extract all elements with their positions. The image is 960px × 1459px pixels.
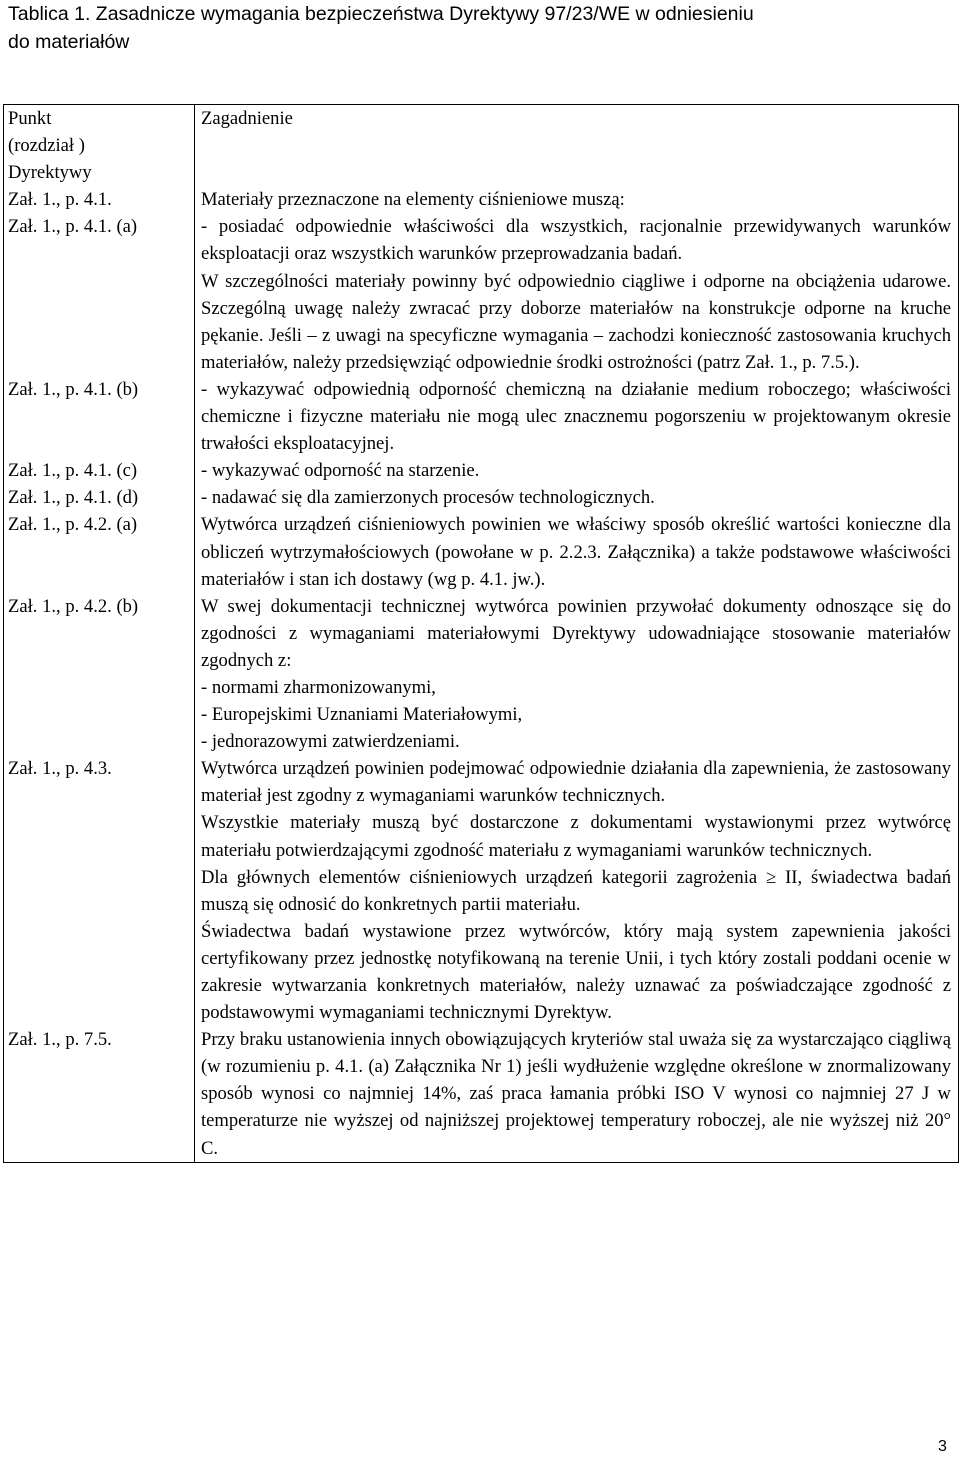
point-reference: Zał. 1., p. 4.2. (a) — [8, 514, 138, 536]
list-item: - jednorazowymi zatwierdzeniami. — [201, 731, 460, 753]
table-row — [4, 484, 959, 511]
point-cell — [4, 484, 195, 511]
topic-paragraph: - wykazywać odpowiednią odporność chemiczną na działanie medium roboczego; właściwości chemiczne i fizyczne materiału nie mogą ulec znacznemu pogorszeniu w projektowanym okresie trwałości eksploatacyjnej. — [201, 378, 951, 455]
table-header-row — [4, 105, 959, 187]
list-item: - normami zharmonizowanymi, — [201, 676, 436, 698]
table-row — [4, 1026, 959, 1162]
point-reference: Zał. 1., p. 4.1. (a) — [8, 216, 138, 238]
topic-cell — [195, 376, 959, 457]
header-point-cell — [4, 105, 195, 187]
topic-paragraph: - wykazywać odporność na starzenie. — [201, 460, 480, 482]
topic-cell — [195, 484, 959, 511]
point-reference: Zał. 1., p. 4.1. (d) — [8, 487, 139, 509]
topic-paragraph: Materiały przeznaczone na elementy ciśnieniowe muszą: — [201, 189, 625, 211]
topic-paragraph: Wytwórca urządzeń powinien podejmować odpowiednie działania dla zapewnienia, że zastosowany materiał jest zgodny z wymaganiami warunków technicznych. — [201, 758, 951, 807]
topic-cell — [195, 593, 959, 756]
point-cell — [4, 593, 195, 756]
header-topic-label: Zagadnienie — [201, 108, 293, 129]
topic-paragraph: W szczególności materiały powinny być odpowiednio ciągliwe i odporne na obciążenia udarowe. Szczególną uwagę należy zwracać przy doborze materiałów na konstrukcje odporne na kruche pękanie. Jeśli – z uwagi na specyficzne wymagania – zachodzi konieczność zastosowania kruchych materiałów, należy przedsięwziąć odpowiednie środki ostrożności (patrz Zał. 1., p. 7.5.). — [201, 270, 951, 373]
topic-paragraph: - nadawać się dla zamierzonych procesów technologicznych. — [201, 487, 655, 509]
header-topic-cell — [195, 105, 959, 187]
point-reference: Zał. 1., p. 4.1. (b) — [8, 378, 139, 400]
topic-paragraph: Przy braku ustanowienia innych obowiązujących kryteriów stal uważa się za wystarczająco ciągliwą (w rozumieniu p. 4.1. (a) Załącznika Nr 1) jeśli wydłużenie względne określone w znormalizowany sposób wynosi co najmniej 14%, zaś praca łamania próbki ISO V wynosi co najmniej 27 J w temperaturze nie wyższej od najniższej projektowej temperatury roboczej, ale nie wyższej niż 20° C. — [201, 1029, 951, 1159]
point-reference: Zał. 1., p. 4.3. — [8, 758, 112, 780]
point-cell — [4, 186, 195, 376]
point-reference: Zał. 1., p. 4.2. (b) — [8, 595, 139, 617]
topic-cell — [195, 1026, 959, 1162]
point-cell — [4, 755, 195, 1026]
topic-cell — [195, 186, 959, 376]
topic-cell — [195, 755, 959, 1026]
requirements-table — [3, 104, 959, 1163]
header-point-label: Punkt — [8, 108, 52, 129]
table-row — [4, 755, 959, 1026]
point-cell — [4, 457, 195, 484]
table-row — [4, 186, 959, 376]
page-number: 3 — [938, 1438, 947, 1455]
caption-line-1: Tablica 1. Zasadnicze wymagania bezpieczeństwa Dyrektywy 97/23/WE w odniesieniu — [8, 3, 754, 25]
table-row — [4, 376, 959, 457]
topic-cell — [195, 511, 959, 592]
header-point-label: (rozdział ) — [8, 135, 85, 157]
table-row — [4, 457, 959, 484]
topic-paragraph: - posiadać odpowiednie właściwości dla wszystkich, racjonalnie przewidywanych warunków eksploatacji oraz wszystkich warunków przeprowadzania badań. — [201, 216, 951, 265]
point-reference: Zał. 1., p. 7.5. — [8, 1029, 112, 1051]
point-reference: Zał. 1., p. 4.1. (c) — [8, 460, 138, 482]
point-cell — [4, 511, 195, 592]
caption-line-2: do materiałów — [8, 31, 130, 53]
point-cell — [4, 376, 195, 457]
header-point-label: Dyrektywy — [8, 162, 92, 184]
table-row — [4, 511, 959, 592]
topic-paragraph: W swej dokumentacji technicznej wytwórca powinien przywołać dokumenty odnoszące się do zgodności z wymaganiami materiałowymi Dyrektywy udowadniające stosowanie materiałów zgodnych z: — [201, 595, 951, 671]
topic-paragraph: Wytwórca urządzeń ciśnieniowych powinien we właściwy sposób określić wartości konieczne dla obliczeń wytrzymałościowych (powołane w p. 2.2.3. Załącznika) a także podstawowe właściwości materiałów i stan ich dostawy (wg p. 4.1. jw.). — [201, 514, 951, 590]
point-reference: Zał. 1., p. 4.1. — [8, 189, 112, 211]
topic-paragraph: Wszystkie materiały muszą być dostarczone z dokumentami wystawionymi przez wytwórcę materiału potwierdzającymi zgodność materiału z wymaganiami warunków technicznych. — [201, 812, 951, 861]
topic-paragraph: Dla głównych elementów ciśnieniowych urządzeń kategorii zagrożenia ≥ II, świadectwa badań muszą się odnosić do konkretnych partii materiału. — [201, 866, 951, 915]
point-cell — [4, 1026, 195, 1162]
list-item: - Europejskimi Uznaniami Materiałowymi, — [201, 704, 523, 726]
topic-paragraph: Świadectwa badań wystawione przez wytwórców, który mają system zapewnienia jakości certyfikowany przez jednostkę notyfikowaną na terenie Unii, i tych który zostali poddani ocenie w zakresie wytwarzania konkretnych materiałów, należy uznawać za poświadczające zgodność z podstawowymi wymaganiami technicznymi Dyrektyw. — [201, 920, 951, 1024]
topic-cell — [195, 457, 959, 484]
table-row — [4, 593, 959, 756]
table-caption — [8, 0, 938, 56]
